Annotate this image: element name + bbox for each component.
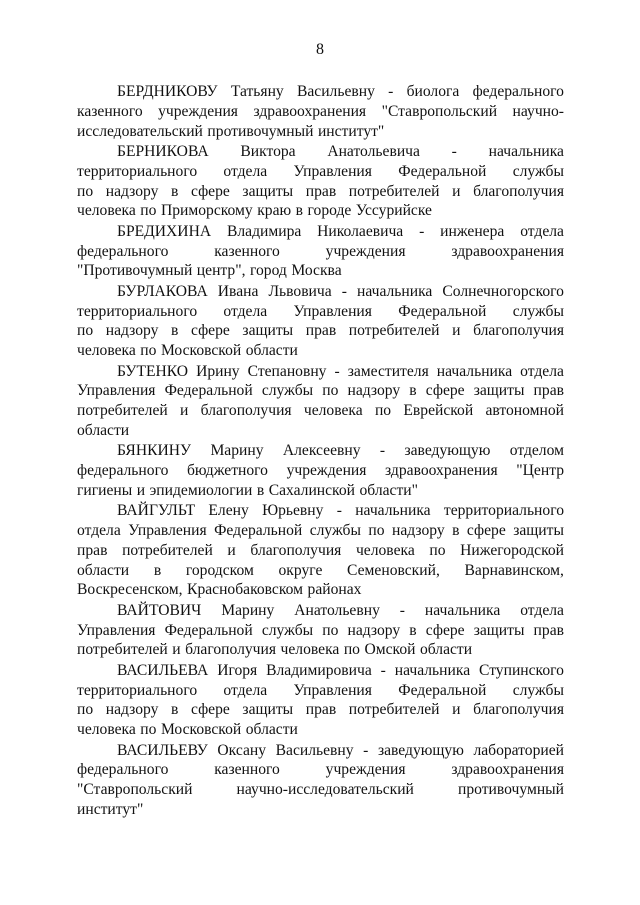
word: ВАЙГУЛЬТ bbox=[117, 502, 196, 520]
word: учреждения bbox=[325, 761, 406, 779]
word: Федеральной bbox=[164, 621, 253, 639]
word: здравоохранения bbox=[385, 462, 498, 480]
word: отдела bbox=[223, 302, 268, 320]
word: потребителей bbox=[77, 641, 168, 659]
word: Варнавинском, bbox=[464, 561, 564, 579]
word: прав bbox=[305, 182, 337, 200]
word: защиты bbox=[242, 322, 294, 340]
word: по bbox=[140, 202, 157, 220]
word: Оксану bbox=[217, 741, 267, 759]
word: Сахалинской bbox=[268, 481, 355, 499]
award-entry bbox=[77, 82, 564, 141]
word: благополучия bbox=[473, 701, 564, 719]
award-entry bbox=[77, 441, 564, 500]
word: по bbox=[322, 382, 339, 400]
word: федерального bbox=[77, 462, 169, 480]
word: "Ставропольский bbox=[381, 102, 498, 120]
word: человека bbox=[355, 541, 415, 559]
entry-line bbox=[77, 780, 564, 800]
word: области bbox=[77, 421, 130, 439]
word: заместителя bbox=[347, 362, 429, 380]
word: БЯНКИНУ bbox=[117, 442, 192, 460]
word: Юрьевну bbox=[262, 502, 324, 520]
entry-line bbox=[77, 580, 564, 600]
word: по bbox=[77, 182, 94, 200]
word: - bbox=[399, 601, 405, 619]
word: Федеральной bbox=[214, 522, 303, 540]
word: краю bbox=[257, 202, 292, 220]
entry-line bbox=[77, 341, 564, 361]
entry-line bbox=[77, 142, 564, 162]
word: благополучия bbox=[473, 322, 564, 340]
word: территориального bbox=[77, 681, 198, 699]
word: и bbox=[452, 322, 461, 340]
word: по bbox=[429, 541, 446, 559]
entry-line bbox=[77, 321, 564, 341]
word: - bbox=[341, 282, 347, 300]
entry-line bbox=[77, 282, 564, 302]
word: Приморскому bbox=[160, 202, 253, 220]
word: научно-исследовательский bbox=[236, 781, 414, 799]
word: биолога bbox=[406, 83, 460, 100]
word: Львовича bbox=[268, 282, 332, 300]
entry-line bbox=[77, 122, 564, 142]
word: бюджетного bbox=[186, 462, 268, 480]
word: службы bbox=[309, 522, 361, 540]
word: области" bbox=[359, 481, 418, 499]
word: благополучия bbox=[200, 402, 292, 420]
entry-line bbox=[77, 741, 564, 761]
word: - bbox=[363, 741, 369, 759]
word: в bbox=[256, 481, 265, 499]
word: учреждения bbox=[158, 102, 238, 120]
word: - bbox=[451, 142, 457, 160]
word: центр", bbox=[196, 262, 246, 280]
word: здравоохранения bbox=[253, 102, 367, 120]
word: потребителей bbox=[122, 541, 213, 559]
word: потребителей bbox=[348, 322, 440, 340]
word: Николаевича bbox=[317, 222, 404, 240]
word: и bbox=[172, 641, 181, 659]
word: Управления bbox=[293, 302, 372, 320]
word: и bbox=[180, 402, 189, 420]
word: научно- bbox=[512, 102, 564, 120]
word: начальника bbox=[488, 142, 564, 160]
word: - bbox=[388, 83, 394, 100]
word: человека bbox=[77, 202, 136, 220]
word: территориального bbox=[77, 162, 198, 180]
award-entry bbox=[77, 601, 564, 660]
word: защиты bbox=[242, 701, 294, 719]
word: инженера bbox=[440, 222, 505, 240]
word: благополучия bbox=[185, 641, 277, 659]
word: эпидемиологии bbox=[149, 481, 253, 499]
word: Елену bbox=[208, 502, 249, 520]
word: Федеральной bbox=[164, 382, 253, 400]
entry-line bbox=[77, 381, 564, 401]
entry-line bbox=[77, 720, 564, 740]
entry-line bbox=[77, 362, 564, 382]
word: институт" bbox=[317, 122, 385, 140]
word: - bbox=[336, 502, 342, 520]
word: Степановну bbox=[247, 362, 327, 380]
word: Ступинского bbox=[479, 661, 564, 679]
word: гигиены bbox=[77, 481, 133, 499]
entry-line bbox=[77, 601, 564, 621]
word: сфере bbox=[425, 382, 465, 400]
word: Владимира bbox=[226, 222, 302, 240]
entry-line bbox=[77, 700, 564, 720]
word: начальника bbox=[424, 601, 501, 619]
word: по bbox=[343, 641, 360, 659]
entry-line bbox=[77, 82, 564, 102]
word: БЕРДНИКОВУ bbox=[117, 83, 218, 100]
word: по bbox=[322, 621, 339, 639]
word: защиты bbox=[513, 522, 564, 540]
word: человека bbox=[77, 342, 136, 360]
award-entry bbox=[77, 661, 564, 740]
entry-line bbox=[77, 162, 564, 182]
word: службы bbox=[512, 681, 564, 699]
word: надзору bbox=[105, 182, 159, 200]
word: сфере bbox=[190, 701, 230, 719]
word: прав bbox=[77, 541, 108, 559]
word: городе bbox=[307, 202, 352, 220]
word: защиты bbox=[473, 382, 525, 400]
word: надзору bbox=[105, 322, 159, 340]
word: Еврейской bbox=[403, 402, 474, 420]
entry-line bbox=[77, 201, 564, 221]
entry-line bbox=[77, 182, 564, 202]
word: по bbox=[77, 322, 94, 340]
entry-line bbox=[77, 760, 564, 780]
word: - bbox=[380, 661, 386, 679]
word: Управления bbox=[77, 621, 156, 639]
word: Нижегородской bbox=[460, 541, 564, 559]
entry-line bbox=[77, 421, 564, 441]
word: Уссурийске bbox=[355, 202, 432, 220]
word: заведующую bbox=[377, 741, 464, 759]
word: службы bbox=[261, 382, 314, 400]
word: "Центр bbox=[516, 462, 564, 480]
word: Московской bbox=[160, 342, 242, 360]
word: территориального bbox=[77, 302, 198, 320]
word: Федеральной bbox=[398, 162, 487, 180]
word: учреждения bbox=[325, 242, 406, 260]
word: федерального bbox=[472, 83, 564, 100]
word: Марину bbox=[210, 442, 264, 460]
word: БРЕДИХИНА bbox=[117, 222, 212, 240]
word: области bbox=[77, 561, 130, 579]
word: противочумный bbox=[457, 781, 564, 799]
word: Солнечногорского bbox=[442, 282, 564, 300]
word: здравоохранения bbox=[451, 761, 564, 779]
word: в bbox=[295, 202, 304, 220]
word: начальника bbox=[436, 362, 513, 380]
word: казенного bbox=[214, 242, 280, 260]
word: защиты bbox=[242, 182, 294, 200]
word: Управления bbox=[128, 522, 207, 540]
word: надзору bbox=[105, 701, 159, 719]
word: Управления bbox=[77, 382, 156, 400]
word: Татьяну bbox=[230, 83, 284, 100]
word: сфере bbox=[425, 621, 465, 639]
word: начальника bbox=[356, 282, 433, 300]
word: учреждения bbox=[286, 462, 367, 480]
word: человека bbox=[303, 402, 363, 420]
word: ВАЙТОВИЧ bbox=[117, 601, 202, 619]
word: благополучия bbox=[473, 182, 564, 200]
entry-line bbox=[77, 640, 564, 660]
entry-line bbox=[77, 222, 564, 242]
entry-line bbox=[77, 661, 564, 681]
word: в bbox=[153, 561, 162, 579]
word: город bbox=[249, 262, 287, 280]
word: сфере bbox=[190, 182, 230, 200]
word: Виктора bbox=[240, 142, 296, 160]
word: БЕРНИКОВА bbox=[117, 142, 209, 160]
word: казенного bbox=[77, 102, 143, 120]
entry-line bbox=[77, 800, 564, 820]
word: Игоря bbox=[217, 661, 258, 679]
word: и bbox=[136, 481, 146, 499]
entry-line bbox=[77, 681, 564, 701]
award-entry bbox=[77, 741, 564, 820]
word: в bbox=[409, 382, 417, 400]
word: исследовательский bbox=[77, 122, 203, 140]
entry-line bbox=[77, 102, 564, 122]
word: сфере bbox=[466, 522, 506, 540]
word: Марину bbox=[221, 601, 275, 619]
word: прав bbox=[305, 701, 337, 719]
document-body bbox=[77, 82, 564, 820]
word: по bbox=[140, 342, 157, 360]
word: сфере bbox=[190, 322, 230, 340]
word: округе bbox=[278, 561, 323, 579]
word: области bbox=[245, 721, 298, 739]
word: БУТЕНКО bbox=[117, 362, 189, 380]
word: отдела bbox=[520, 222, 564, 240]
word: человека bbox=[280, 641, 340, 659]
word: автономной bbox=[485, 402, 564, 420]
word: Васильевну bbox=[275, 741, 354, 759]
entry-line bbox=[77, 481, 564, 501]
word: - bbox=[419, 222, 425, 240]
word: ВАСИЛЬЕВУ bbox=[117, 741, 208, 759]
award-entry bbox=[77, 222, 564, 281]
entry-line bbox=[77, 242, 564, 262]
word: Омской bbox=[364, 641, 416, 659]
word: Федеральной bbox=[398, 681, 487, 699]
word: казенного bbox=[214, 761, 280, 779]
word: Ирину bbox=[196, 362, 240, 380]
word: прав bbox=[305, 322, 337, 340]
word: в bbox=[171, 701, 179, 719]
word: городском bbox=[185, 561, 254, 579]
word: территориального bbox=[443, 502, 564, 520]
word: прав bbox=[533, 621, 564, 639]
word: "Противочумный bbox=[77, 262, 193, 280]
word: надзору bbox=[347, 382, 401, 400]
word: федерального bbox=[77, 761, 169, 779]
word: здравоохранения bbox=[451, 242, 564, 260]
word: по bbox=[374, 402, 392, 420]
entry-line bbox=[77, 541, 564, 561]
award-entry bbox=[77, 282, 564, 361]
word: Алексеевну bbox=[282, 442, 361, 460]
word: в bbox=[171, 182, 179, 200]
entry-line bbox=[77, 521, 564, 541]
word: Воскресенском, bbox=[77, 581, 183, 599]
word: благополучия bbox=[250, 541, 342, 559]
word: по bbox=[368, 522, 385, 540]
word: в bbox=[171, 322, 179, 340]
word: Владимировича bbox=[266, 661, 372, 679]
word: - bbox=[334, 362, 340, 380]
entry-line bbox=[77, 302, 564, 322]
entry-line bbox=[77, 261, 564, 281]
word: федерального bbox=[77, 242, 169, 260]
word: Москва bbox=[291, 262, 342, 280]
word: потребителей bbox=[77, 402, 168, 420]
entry-line bbox=[77, 401, 564, 421]
word: отдела bbox=[223, 162, 268, 180]
word: отдела bbox=[77, 522, 121, 540]
word: службы bbox=[512, 162, 564, 180]
word: отдела bbox=[520, 601, 564, 619]
word: БУРЛАКОВА bbox=[117, 282, 208, 300]
word: отдела bbox=[520, 362, 564, 380]
award-entry bbox=[77, 501, 564, 600]
word: надзору bbox=[347, 621, 401, 639]
word: Управления bbox=[293, 162, 372, 180]
word: Семеновский, bbox=[347, 561, 440, 579]
word: районах bbox=[307, 581, 362, 599]
word: по bbox=[140, 721, 157, 739]
word: в bbox=[452, 522, 460, 540]
word: начальника bbox=[394, 661, 471, 679]
award-entry bbox=[77, 142, 564, 221]
word: в bbox=[409, 621, 417, 639]
page-number: 8 bbox=[316, 41, 324, 58]
word: области bbox=[419, 641, 473, 659]
word: институт" bbox=[77, 801, 144, 819]
word: противочумный bbox=[207, 122, 314, 140]
word: и bbox=[227, 541, 236, 559]
word: Ивана bbox=[217, 282, 259, 300]
word: потребителей bbox=[348, 701, 440, 719]
word: Васильевну bbox=[296, 83, 375, 100]
entry-line bbox=[77, 461, 564, 481]
entry-line bbox=[77, 441, 564, 461]
word: Федеральной bbox=[398, 302, 487, 320]
word: прав bbox=[533, 382, 564, 400]
word: ВАСИЛЬЕВА bbox=[117, 661, 209, 679]
word: отделом bbox=[509, 442, 564, 460]
word: области bbox=[245, 342, 298, 360]
word: человека bbox=[77, 721, 136, 739]
entry-line bbox=[77, 561, 564, 581]
word: Анатольевну bbox=[294, 601, 380, 619]
word: и bbox=[452, 182, 461, 200]
word: и bbox=[452, 701, 461, 719]
award-entry bbox=[77, 362, 564, 441]
entry-line bbox=[77, 621, 564, 641]
word: по bbox=[77, 701, 94, 719]
word: Краснобаковском bbox=[187, 581, 304, 599]
word: лабораторией bbox=[473, 741, 564, 759]
word: Анатольевича bbox=[327, 142, 420, 160]
word: Управления bbox=[293, 681, 372, 699]
word: потребителей bbox=[348, 182, 440, 200]
word: - bbox=[379, 442, 386, 460]
word: "Ставропольский bbox=[77, 781, 193, 799]
word: надзору bbox=[392, 522, 445, 540]
word: отдела bbox=[223, 681, 268, 699]
entry-line bbox=[77, 501, 564, 521]
word: заведующую bbox=[404, 442, 491, 460]
word: службы bbox=[261, 621, 314, 639]
word: службы bbox=[512, 302, 564, 320]
word: начальника bbox=[355, 502, 431, 520]
word: защиты bbox=[473, 621, 525, 639]
word: Московской bbox=[160, 721, 242, 739]
